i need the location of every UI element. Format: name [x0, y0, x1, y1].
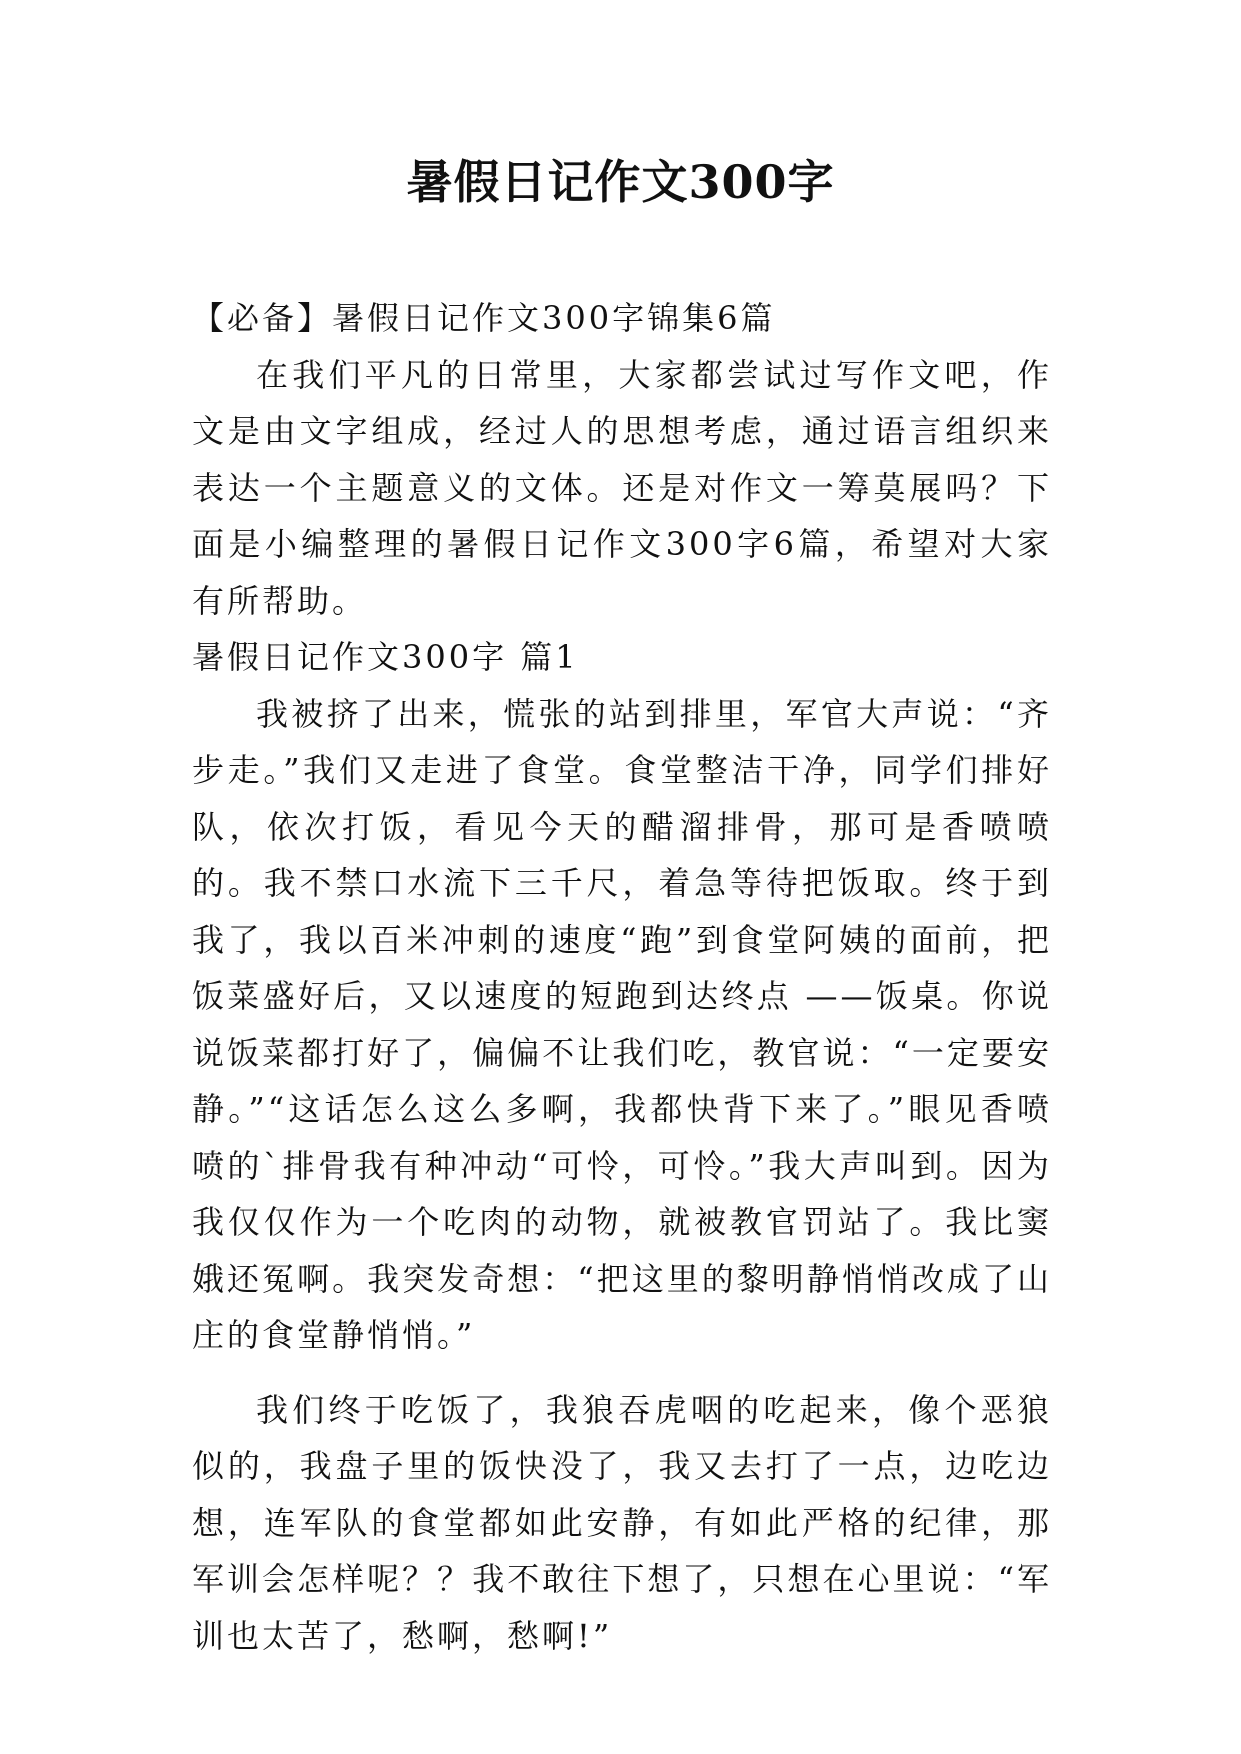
intro-paragraph: 在我们平凡的日常里，大家都尝试过写作文吧，作文是由文字组成，经过人的思想考虑，通过语言组织来表达一个主题意义的文体。还是对作文一筹莫展吗？下面是小编整理的暑假日记作文300字6篇，希望对大家有所帮助。 [192, 355, 1052, 620]
document-body [192, 290, 1052, 1664]
document-title: 暑假日记作文300字 [406, 155, 835, 209]
body-paragraph-2: 我们终于吃饭了，我狼吞虎咽的吃起来，像个恶狼似的，我盘子里的饭快没了，我又去打了一点，边吃边想，连军队的食堂都如此安静，有如此严格的纪律，那军训会怎样呢？？我不敢往下想了，只想在心里说：“军训也太苦了，愁啊，愁啊!” [192, 1390, 1052, 1655]
section-heading: 暑假日记作文300字 篇1 [192, 638, 579, 676]
document-subtitle: 【必备】暑假日记作文300字锦集6篇 [192, 299, 776, 337]
body-paragraph-1: 我被挤了出来，慌张的站到排里，军官大声说：“齐步走。”我们又走进了食堂。食堂整洁干净，同学们排好队，依次打饭，看见今天的醋溜排骨，那可是香喷喷的。我不禁口水流下三千尺，着急等待把饭取。终于到我了，我以百米冲刺的速度“跑”到食堂阿姨的面前，把饭菜盛好后，又以速度的短跑到达终点 ——饭桌。你说说饭菜都打好了，偏偏不让我们吃，教官说：“一定要安静。”“这话怎么这么多啊，我都快背下来了。”眼见香喷喷的`排骨我有种冲动“可怜，可怜。”我大声叫到。因为我仅仅作为一个吃肉的动物，就被教官罚站了。我比窦娥还冤啊。我突发奇想：“把这里的黎明静悄悄改成了山庄的食堂静悄悄。” [192, 694, 1052, 1354]
